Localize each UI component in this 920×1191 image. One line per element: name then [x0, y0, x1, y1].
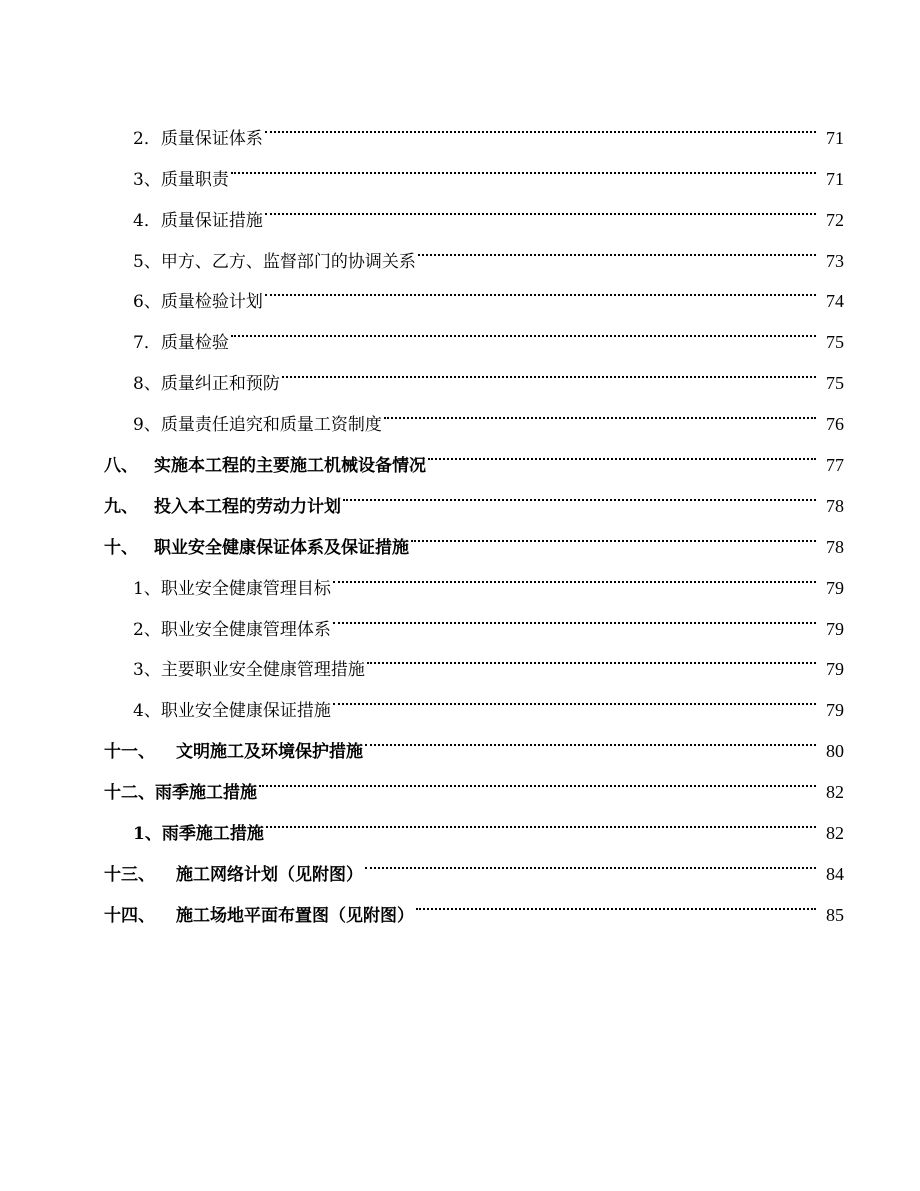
- dot-leader: [418, 226, 816, 267]
- dot-leader: [416, 880, 816, 921]
- toc-entry-title: 质量责任追究和质量工资制度: [160, 415, 382, 436]
- toc-entry-title: 主要职业安全健康管理措施: [160, 660, 365, 681]
- toc-chapter-number: 十三、: [104, 864, 155, 885]
- dot-leader: [265, 185, 816, 226]
- toc-entry-page: 79: [826, 659, 844, 680]
- dot-leader: [365, 839, 816, 880]
- toc-chapter-title: 施工网络计划（见附图）: [176, 864, 363, 885]
- toc-chapter-page: 78: [826, 495, 844, 516]
- toc-entry-number: 7．: [133, 333, 161, 354]
- toc-chapter-title: 职业安全健康保证体系及保证措施: [154, 537, 409, 558]
- toc-entry-number: 9、: [133, 415, 161, 436]
- toc-chapter-number: 十、: [104, 537, 138, 558]
- toc-entry-number: 3、: [133, 660, 161, 681]
- toc-entry[interactable]: [0, 103, 920, 149]
- toc-entry-page: 79: [826, 618, 844, 639]
- toc-entry-title: 质量保证体系: [160, 128, 263, 149]
- toc-entry-page: 79: [826, 577, 844, 598]
- dot-leader: [259, 757, 816, 798]
- toc-entry-page: 76: [826, 414, 844, 435]
- toc-chapter-number: 九、: [104, 496, 138, 517]
- dot-leader: [333, 594, 816, 635]
- toc-entry-page: 73: [826, 250, 844, 271]
- toc-chapter-page: 77: [826, 455, 844, 476]
- dot-leader: [411, 512, 816, 553]
- toc-entry-number: 2、: [133, 619, 161, 640]
- toc-entry-title: 雨季施工措施: [161, 824, 264, 845]
- toc-entry-title: 职业安全健康管理体系: [160, 619, 331, 640]
- toc-entry-title: 职业安全健康管理目标: [160, 578, 331, 599]
- toc-entry-number: 2．: [133, 128, 161, 149]
- toc-chapter-title: 文明施工及环境保护措施: [176, 742, 363, 763]
- toc-entry-page: 74: [826, 291, 844, 312]
- dot-leader: [343, 471, 816, 512]
- dot-leader: [231, 307, 816, 348]
- toc-entry-number: 8、: [133, 374, 161, 395]
- toc-chapter-page: 82: [826, 782, 844, 803]
- toc-entry-page: 71: [826, 127, 844, 148]
- toc-entry-title: 甲方、乙方、监督部门的协调关系: [160, 251, 416, 272]
- toc-chapter-title: 实施本工程的主要施工机械设备情况: [154, 456, 426, 477]
- toc-chapter-number: 八、: [104, 456, 138, 477]
- toc-chapter-page: 85: [826, 904, 844, 925]
- toc-chapter-page: 80: [826, 741, 844, 762]
- toc-entry-number: 4．: [133, 210, 161, 231]
- toc-entry-number: 5、: [133, 251, 161, 272]
- dot-leader: [384, 389, 816, 430]
- toc-chapter-number: 十一、: [104, 742, 155, 763]
- dot-leader: [265, 103, 816, 144]
- dot-leader: [333, 553, 816, 594]
- toc-entry-page: 79: [826, 700, 844, 721]
- toc-entry-title: 质量纠正和预防: [160, 374, 280, 395]
- toc-entry-page: 72: [826, 209, 844, 230]
- toc-chapter-page: 78: [826, 536, 844, 557]
- toc-entry-title: 质量检验: [160, 333, 229, 354]
- dot-leader: [365, 716, 816, 757]
- dot-leader: [428, 430, 816, 471]
- toc-entry-number: 4、: [133, 701, 161, 722]
- toc-entry-number: 3、: [133, 169, 161, 190]
- table-of-contents: [0, 103, 920, 926]
- toc-entry-title: 质量职责: [160, 169, 229, 190]
- dot-leader: [266, 798, 816, 839]
- dot-leader: [333, 675, 816, 716]
- toc-entry-page: 75: [826, 373, 844, 394]
- toc-chapter-title: 施工场地平面布置图（见附图）: [176, 905, 414, 926]
- dot-leader: [367, 635, 816, 676]
- dot-leader: [265, 267, 816, 308]
- toc-entry-title: 质量保证措施: [160, 210, 263, 231]
- toc-entry-title: 质量检验计划: [160, 292, 263, 313]
- toc-entry-page: 82: [826, 823, 844, 844]
- toc-chapter-number: 十四、: [104, 905, 155, 926]
- toc-chapter-number: 十二、: [104, 783, 155, 804]
- toc-entry-number: 6、: [133, 292, 161, 313]
- dot-leader: [282, 348, 816, 389]
- toc-chapter-page: 84: [826, 863, 844, 884]
- toc-chapter-title: 雨季施工措施: [155, 783, 257, 804]
- toc-chapter-title: 投入本工程的劳动力计划: [154, 496, 341, 517]
- toc-entry-number: 1、: [133, 824, 162, 845]
- toc-entry-number: 1、: [133, 578, 161, 599]
- toc-entry-title: 职业安全健康保证措施: [160, 701, 331, 722]
- toc-entry-page: 71: [826, 168, 844, 189]
- toc-entry-page: 75: [826, 332, 844, 353]
- dot-leader: [231, 144, 816, 185]
